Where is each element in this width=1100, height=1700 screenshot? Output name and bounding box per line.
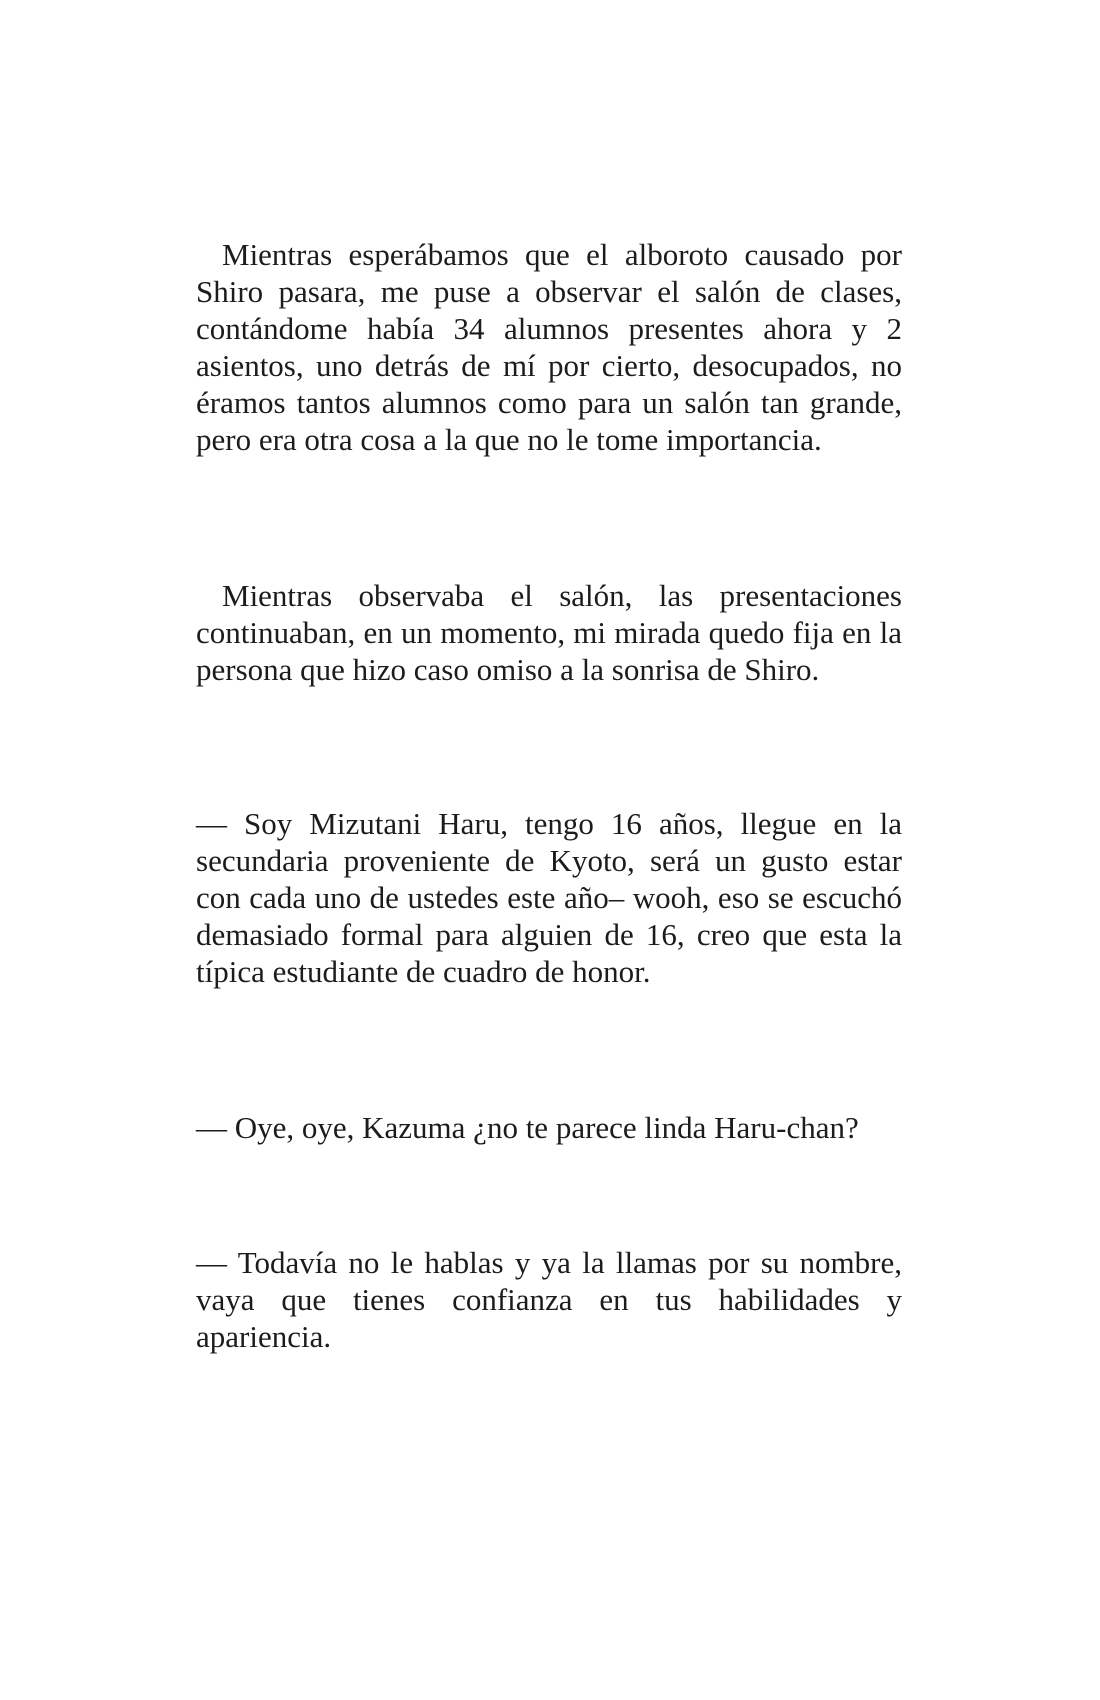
narration-paragraph: Mientras esperábamos que el alboroto causado por Shiro pasara, me puse a observar el salón de clases, contándome había 34 alumnos presentes ahora y 2 asientos, uno detrás de mí por cierto, desocupados, no éramos tantos alumnos como para un salón tan grande, pero era otra cosa a la que no le tome importancia.: [196, 237, 902, 457]
dialogue-paragraph: — Soy Mizutani Haru, tengo 16 años, llegue en la secundaria proveniente de Kyoto, será un gusto estar con cada uno de ustedes este año– wooh, eso se escuchó demasiado formal para alguien de 16, creo que esta la típica estudiante de cuadro de honor.: [196, 806, 902, 989]
narration-paragraph: Mientras observaba el salón, las presentaciones continuaban, en un momento, mi mirada quedo fija en la persona que hizo caso omiso a la sonrisa de Shiro.: [196, 578, 902, 687]
dialogue-paragraph: — Todavía no le hablas y ya la llamas por su nombre, vaya que tienes confianza en tus habilidades y apariencia.: [196, 1245, 902, 1354]
dialogue-paragraph: — Oye, oye, Kazuma ¿no te parece linda Haru-chan?: [196, 1110, 859, 1145]
